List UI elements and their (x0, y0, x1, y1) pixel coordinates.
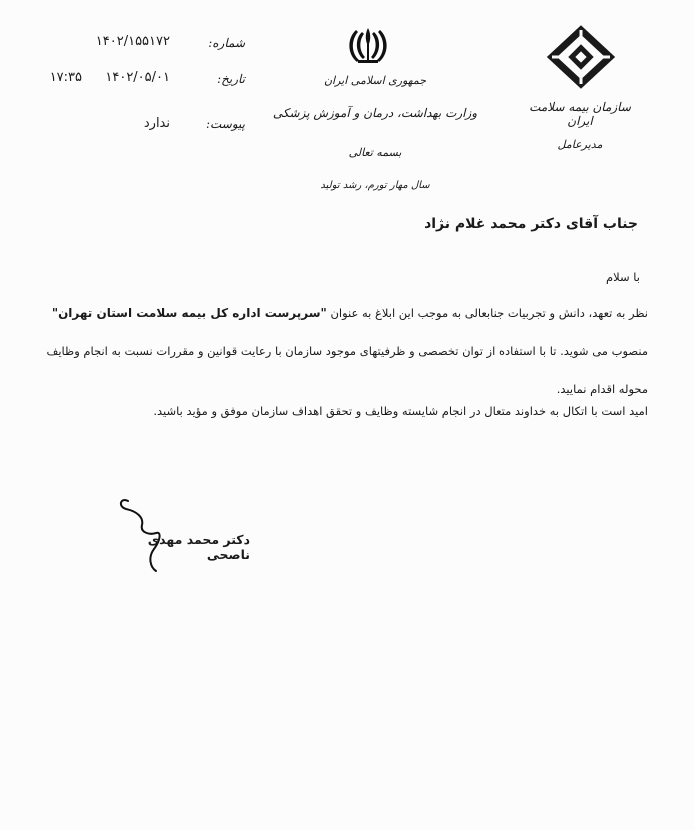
date-label: تاریخ: (217, 72, 245, 86)
org-name: سازمان بیمه سلامت ایران (529, 100, 631, 128)
attachment-label: پیوست: (205, 117, 245, 131)
recipient: جناب آقای دکتر محمد غلام نژاد (424, 216, 638, 232)
republic-text: جمهوری اسلامی ایران (323, 74, 427, 87)
health-insurance-logo-icon (546, 24, 616, 90)
para1-end: منصوب می شوید. تا با استفاده از توان تخصصی و ظرفیتهای موجود سازمان با رعایت قوانین و مقررات نسبت به انجام وظایف محوله اقدام نمایید. (46, 344, 648, 396)
iran-emblem-icon (343, 26, 393, 66)
paragraph-wishes: امید است با اتکال به خداوند متعال در انجام شایسته وظایف و تحقق اهداف سازمان موفق و مؤید باشید. (153, 404, 648, 418)
org-role: مدیرعامل (557, 138, 603, 151)
basmala-text: بسمه تعالی (348, 146, 402, 159)
attachment-value: ندارد (143, 116, 170, 131)
paragraph-appointment (40, 294, 648, 408)
ministry-text: وزارت بهداشت، درمان و آموزش پزشکی (272, 106, 478, 120)
year-motto-text: سال مهار تورم، رشد تولید (320, 180, 430, 191)
signatory-name: دکتر محمد مهدی ناصحی (147, 532, 250, 562)
time-value: ۱۷:۳۵ (49, 70, 82, 85)
para1-start: نظر به تعهد، دانش و تجربیات جنابعالی به موجب این ابلاغ به عنوان (330, 306, 648, 320)
number-value: ۱۴۰۲/۱۵۵۱۷۲ (95, 34, 170, 49)
para1-bold-title: "سرپرست اداره کل بیمه سلامت استان تهران" (51, 306, 327, 320)
date-value: ۱۴۰۲/۰۵/۰۱ (105, 70, 170, 85)
greeting: با سلام (606, 270, 640, 284)
number-label: شماره: (208, 36, 245, 50)
